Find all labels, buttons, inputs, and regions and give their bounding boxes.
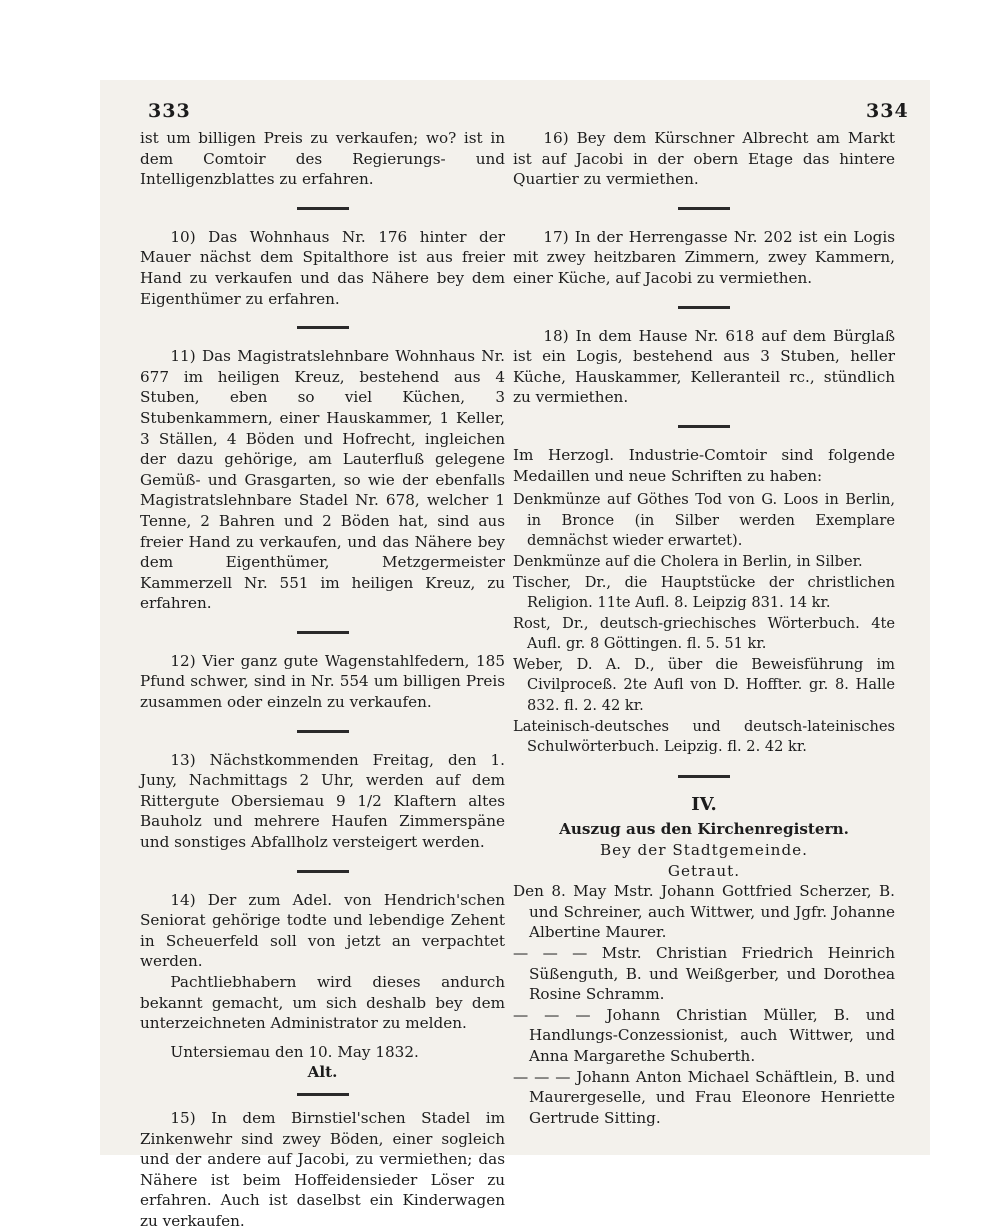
separator xyxy=(297,207,349,210)
notice-18: 18) In dem Hause Nr. 618 auf dem Bürglaß ist ein Logis, bestehend aus 3 Stuben, heller Küche, Hauskammer, Kelleranteil rc., stündlich zu vermiethen. xyxy=(513,326,895,407)
separator xyxy=(678,306,730,309)
publication-item: Lateinisch-deutsches und deutsch-lateinisches Schulwörterbuch. Leipzig. fl. 2. 42 kr. xyxy=(513,717,895,756)
subsection-title: Bey der Stadtgemeinde. xyxy=(599,841,809,860)
section-title: Auszug aus den Kirchenregistern. xyxy=(559,820,849,839)
separator xyxy=(297,1093,349,1096)
notice-12: 12) Vier ganz gute Wagenstahlfedern, 185 Pfund schwer, sind in Nr. 554 um billigen Preis zusammen oder einzeln zu verkaufen. xyxy=(140,651,505,712)
signature-place: Untersiemau den 10. May 1832. xyxy=(170,1042,419,1061)
publication-item: Denkmünze auf die Cholera in Berlin, in Silber. xyxy=(513,552,863,570)
separator xyxy=(297,326,349,329)
marriage-entry: Den 8. May Mstr. Johann Gottfried Scherzer, B. und Schreiner, auch Wittwer, und Jgfr. Johanne Albertine Maurer. xyxy=(513,882,895,942)
intro-text: ist um billigen Preis zu verkaufen; wo? ist in dem Comtoir des Regierungs- und Intelligenzblattes zu erfahren. xyxy=(140,129,505,189)
page-number-right: 334 xyxy=(866,100,909,122)
marriage-list xyxy=(513,881,895,1128)
separator xyxy=(678,425,730,428)
notice-11: 11) Das Magistratslehnbare Wohnhaus Nr. 677 im heiligen Kreuz, bestehend aus 4 Stuben, eben so viel Küchen, 3 Stubenkammern, einer Hauskammer, 1 Keller, 3 Ställen, 4 Böden und Hofrecht, ingleichen der dazu gehörige, am Lauterfluß gelegene Gemüß- und Grasgarten, so wie der ebenfalls Magistratslehnbare Stadel Nr. 678, welcher 1 Tenne, 2 Bahren und 2 Böden hat, sind aus freier Hand zu verkaufen, und das Nähere bey dem Eigenthümer, Metzgermeister Kammerzell Nr. 551 im heiligen Kreuz, zu erfahren. xyxy=(140,347,505,613)
right-column xyxy=(513,128,895,1128)
comtoir-intro: Im Herzogl. Industrie-Comtoir sind folgende Medaillen und neue Schriften zu haben: xyxy=(513,445,895,485)
publication-item: Tischer, Dr., die Hauptstücke der christlichen Religion. 11te Aufl. 8. Leipzig 831. 14 kr. xyxy=(513,573,895,612)
publication-item: Weber, D. A. D., über die Beweisführung im Civilproceß. 2te Aufl von D. Hoffter. gr. 8. Halle 832. fl. 2. 42 kr. xyxy=(513,655,895,715)
separator xyxy=(678,775,730,778)
marriage-entry: — — — Mstr. Christian Friedrich Heinrich Süßenguth, B. und Weißgerber, und Dorothea Rosine Schramm. xyxy=(513,944,895,1004)
notice-13: 13) Nächstkommenden Freitag, den 1. Juny, Nachmittags 2 Uhr, werden auf dem Rittergute Obersiemau 9 1/2 Klaftern altes Bauholz und mehrere Haufen Zimmerspäne und sonstiges Abfallholz versteigert werden. xyxy=(140,750,505,852)
separator xyxy=(297,730,349,733)
notice-16: 16) Bey dem Kürschner Albrecht am Markt ist auf Jacobi in der obern Etage das hintere Quartier zu vermiethen. xyxy=(513,129,895,189)
publication-list xyxy=(513,490,895,758)
separator xyxy=(678,207,730,210)
notice-14-continuation: Pachtliebhabern wird dieses andurch bekannt gemacht, um sich deshalb bey dem unterzeichneten Administrator zu melden. xyxy=(140,973,505,1033)
left-column xyxy=(140,128,505,1232)
separator xyxy=(297,870,349,873)
marriage-entry: — — — Johann Anton Michael Schäftlein, B. und Maurergeselle, und Frau Eleonore Henriette Gertrude Sitting. xyxy=(513,1067,895,1127)
notice-15: 15) In dem Birnstiel'schen Stadel im Zinkenwehr sind zwey Böden, einer sogleich und der andere auf Jacobi, zu vermiethen; das Nähere ist beim Hoffeidensieder Löser zu erfahren. Auch ist daselbst ein Kinderwagen zu verkaufen. xyxy=(140,1108,505,1230)
section-number: IV. xyxy=(691,793,717,815)
getraut-heading: Getraut. xyxy=(667,861,741,880)
notice-17: 17) In der Herrengasse Nr. 202 ist ein Logis mit zwey heitzbaren Zimmern, zwey Kammern, einer Küche, auf Jacobi zu vermiethen. xyxy=(513,227,895,287)
publication-item: Denkmünze auf Göthes Tod von G. Loos in Berlin, in Bronce (in Silber werden Exemplare demnächst wieder erwartet). xyxy=(513,491,895,550)
page-number-left: 333 xyxy=(148,100,191,122)
notice-14: 14) Der zum Adel. von Hendrich'schen Seniorat gehörige todte und lebendige Zehent in Scheuerfeld soll von jetzt an verpachtet werden. xyxy=(140,890,505,971)
separator xyxy=(297,631,349,634)
publication-item: Rost, Dr., deutsch-griechisches Wörterbuch. 4te Aufl. gr. 8 Göttingen. fl. 5. 51 kr. xyxy=(513,614,895,653)
signature-name: Alt. xyxy=(307,1063,338,1082)
marriage-entry: — — — Johann Christian Müller, B. und Handlungs-Conzessionist, auch Wittwer, und Anna Margarethe Schuberth. xyxy=(513,1005,895,1065)
notice-10: 10) Das Wohnhaus Nr. 176 hinter der Mauer nächst dem Spitalthore ist aus freier Hand zu verkaufen und das Nähere bey dem Eigenthümer zu erfahren. xyxy=(140,227,505,308)
